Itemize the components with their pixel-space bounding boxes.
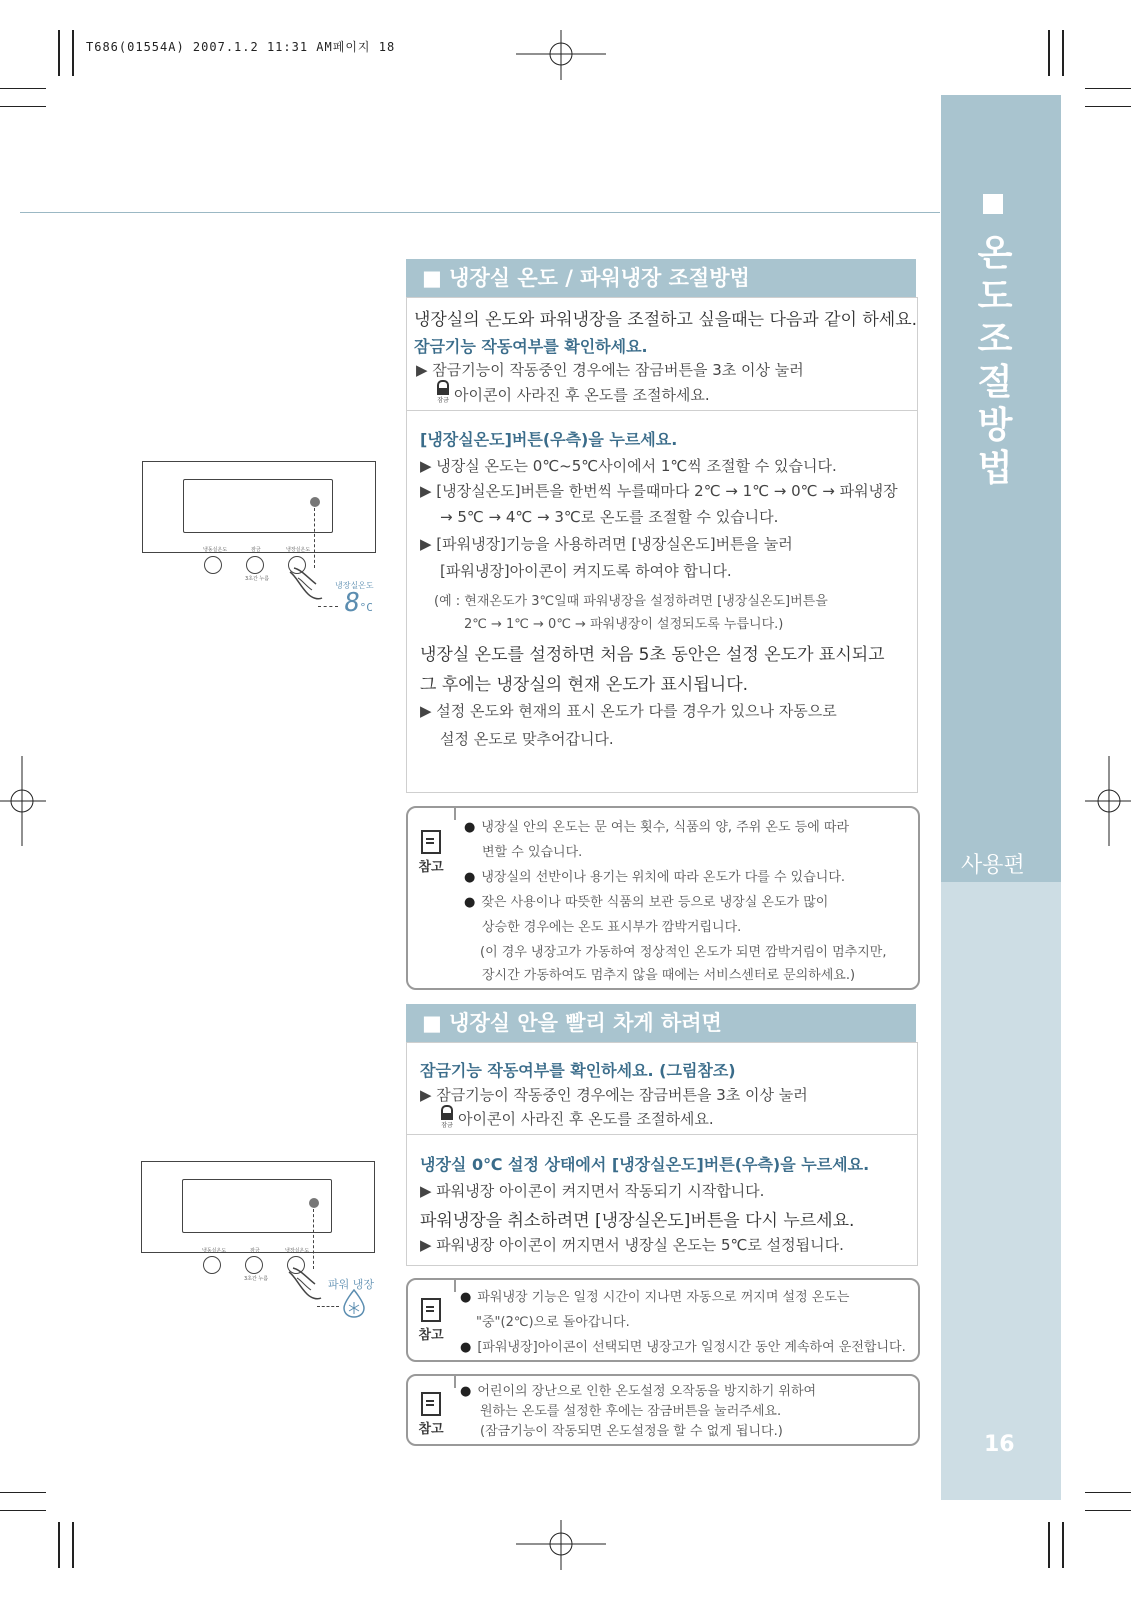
crop-mark	[72, 1522, 74, 1568]
indicator-dot	[310, 497, 320, 507]
section1-intro: 냉장실의 온도와 파워냉장을 조절하고 싶을때는 다음과 같이 하세요.	[414, 310, 918, 330]
note1-item1: ● 냉장실 안의 온도는 문 여는 횟수, 식품의 양, 주위 온도 등에 따라	[464, 820, 850, 835]
note3-item1-cont2: (잠금기능이 작동되면 온도설정을 할 수 없게 됩니다.)	[480, 1424, 783, 1439]
section2-step-line2: ▶ 파워냉장 아이콘이 꺼지면서 냉장실 온도는 5℃로 설정됩니다.	[420, 1236, 844, 1254]
section2-cancel-line: 파워냉장을 취소하려면 [냉장실온도]버튼을 다시 누르세요.	[420, 1211, 855, 1231]
section1-display-line2: 그 후에는 냉장실의 현재 온도가 표시됩니다.	[420, 675, 749, 695]
header-rule	[20, 212, 940, 213]
sidebar-square-icon	[983, 194, 1003, 214]
note1-item3-cont2: (이 경우 냉장고가 가동하여 정상적인 온도가 되면 깜박거림이 멈추지만,	[480, 945, 887, 960]
fig1-callout-label: 냉장실온도	[335, 581, 374, 590]
note2-icon: 참고	[418, 1298, 444, 1343]
section1-lock-line1: ▶ 잠금기능이 작동중인 경우에는 잠금버튼을 3초 이상 눌러	[416, 361, 804, 379]
note1-tab	[454, 806, 456, 820]
section2-step-heading: 냉장실 0℃ 설정 상태에서 [냉장실온도]버튼(우측)을 누르세요.	[420, 1155, 870, 1174]
section1	[406, 259, 916, 297]
section1-step-line3: → 5℃ → 4℃ → 3℃로 온도를 조절할 수 있습니다.	[440, 508, 779, 526]
note1-item3-cont3: 장시간 가동하여도 멈추지 않을 때에는 서비스센터로 문의하세요.)	[482, 968, 856, 983]
fig2-callout-label: 파워 냉장	[328, 1278, 375, 1291]
section2-heading: ■ 냉장실 안을 빨리 차게 하려면	[406, 1004, 916, 1042]
section1-lock-check: 잠금기능 작동여부를 확인하세요.	[414, 337, 648, 356]
note2-item1: ● 파워냉장 기능은 일정 시간이 지나면 자동으로 꺼지며 설정 온도는	[460, 1290, 850, 1305]
fig1-btn-label-3: 냉장실온도	[286, 547, 311, 553]
section1-step-line2: ▶ [냉장실온도]버튼을 한번씩 누를때마다 2℃ → 1℃ → 0℃ → 파워냉장	[420, 482, 898, 500]
section1-step-heading: [냉장실온도]버튼(우측)을 누르세요.	[420, 430, 678, 449]
callout-line	[313, 1209, 314, 1269]
fig2-btn-label-1: 냉동실온도	[202, 1248, 227, 1254]
note2-item2: ● [파워냉장]아이콘이 선택되면 냉장고가 일정시간 동안 계속하여 운전합니다.	[460, 1340, 906, 1355]
crop-mark	[1085, 1510, 1131, 1511]
crop-mark	[0, 106, 46, 107]
section2-step-line1: ▶ 파워냉장 아이콘이 켜지면서 작동되기 시작합니다.	[420, 1182, 765, 1200]
note-icon	[421, 1392, 441, 1416]
callout-dash	[317, 1306, 339, 1307]
crop-mark	[0, 1510, 46, 1511]
crop-mark	[1085, 1492, 1131, 1493]
sidebar-usage-label: 사용편	[961, 853, 1025, 878]
print-header: T686(01554A) 2007.1.2 11:31 AM페이지 18	[86, 40, 396, 54]
section1-example-line2: 2℃ → 1℃ → 0℃ → 파워냉장이 설정되도록 누릅니다.)	[464, 617, 784, 632]
note1-item2: ● 냉장실의 선반이나 용기는 위치에 따라 온도가 다를 수 있습니다.	[464, 870, 846, 885]
crop-mark	[0, 88, 46, 89]
lock-icon: 잠금	[436, 380, 450, 404]
section1-divider	[406, 410, 918, 411]
section1-display-line3: ▶ 설정 온도와 현재의 표시 온도가 다를 경우가 있으나 자동으로	[420, 702, 837, 720]
lock-button[interactable]	[246, 556, 264, 574]
fig1-sub-label: 3초간 누름	[245, 576, 270, 582]
crop-mark	[0, 1492, 46, 1493]
registration-mark-bottom	[516, 1520, 606, 1570]
freezer-temp-button[interactable]	[204, 556, 222, 574]
crop-mark	[1048, 1522, 1050, 1568]
registration-mark-right	[1085, 756, 1131, 846]
fig1-btn-label-2: 잠금	[251, 547, 261, 553]
note-icon	[421, 830, 441, 854]
note1-item3-cont: 상승한 경우에는 온도 표시부가 깜박거립니다.	[482, 920, 742, 935]
note1-item3: ● 잦은 사용이나 따뜻한 식품의 보관 등으로 냉장실 온도가 많이	[464, 895, 829, 910]
lock-button[interactable]	[245, 1256, 263, 1274]
callout-line	[314, 508, 315, 568]
page-number: 16	[984, 1432, 1015, 1457]
section1-heading: ■ 냉장실 온도 / 파워냉장 조절방법	[406, 259, 916, 297]
section2-lock-line2: 아이콘이 사라진 후 온도를 조절하세요.	[458, 1110, 714, 1128]
snowflake-drop-icon	[342, 1288, 366, 1318]
note1-icon: 참고	[418, 830, 444, 875]
fig1-display-readout: 8°C	[341, 588, 373, 618]
note3-icon: 참고	[418, 1392, 444, 1437]
section1-example-line1: (예 : 현재온도가 3℃일때 파워냉장을 설정하려면 [냉장실온도]버튼을	[434, 594, 828, 609]
note2-tab	[454, 1278, 456, 1292]
section1-step-line5: [파워냉장]아이콘이 켜지도록 하여야 합니다.	[440, 562, 732, 580]
note3-item1: ● 어린이의 장난으로 인한 온도설정 오작동을 방지하기 위하여	[460, 1384, 817, 1399]
hand-press-icon	[285, 1264, 325, 1304]
crop-mark	[72, 30, 74, 76]
crop-mark	[1085, 106, 1131, 107]
crop-mark	[1062, 30, 1064, 76]
section1-display-line1: 냉장실 온도를 설정하면 처음 5초 동안은 설정 온도가 표시되고	[420, 645, 885, 665]
note-icon	[421, 1298, 441, 1322]
crop-mark	[58, 30, 60, 76]
registration-mark-top	[516, 30, 606, 80]
fridge-display-1	[183, 479, 333, 533]
section2-lock-check: 잠금기능 작동여부를 확인하세요. (그림참조)	[420, 1061, 736, 1080]
crop-mark	[58, 1522, 60, 1568]
section1-step-line1: ▶ 냉장실 온도는 0℃~5℃사이에서 1℃씩 조절할 수 있습니다.	[420, 457, 837, 475]
freezer-temp-button[interactable]	[203, 1256, 221, 1274]
section1-display-line4: 설정 온도로 맞추어갑니다.	[440, 730, 614, 748]
section2-divider	[406, 1134, 918, 1135]
lock-icon: 잠금	[440, 1105, 454, 1129]
section2	[406, 1004, 916, 1042]
section1-lock-line2: 아이콘이 사라진 후 온도를 조절하세요.	[454, 386, 710, 404]
section2-lock-line1: ▶ 잠금기능이 작동중인 경우에는 잠금버튼을 3초 이상 눌러	[420, 1086, 808, 1104]
sidebar-title: 온도 조절방법	[977, 233, 1013, 489]
fig2-btn-label-3: 냉장실온도	[285, 1248, 310, 1254]
note3-item1-cont: 원하는 온도를 설정한 후에는 잠금버튼을 눌러주세요.	[480, 1404, 782, 1419]
crop-mark	[1048, 30, 1050, 76]
fig1-btn-label-1: 냉동실온도	[203, 547, 228, 553]
note3-tab	[454, 1374, 456, 1388]
fig2-btn-label-2: 잠금	[250, 1248, 260, 1254]
indicator-dot	[309, 1198, 319, 1208]
hand-press-icon	[286, 564, 326, 604]
note2-item1-cont: "중"(2℃)으로 돌아갑니다.	[476, 1315, 630, 1330]
note1-item1-cont: 변할 수 있습니다.	[482, 845, 583, 860]
sidebar-lower	[941, 882, 1061, 1500]
fig2-sub-label: 3초간 누름	[244, 1276, 269, 1282]
crop-mark	[1085, 88, 1131, 89]
callout-dash	[318, 606, 338, 607]
registration-mark-left	[0, 756, 46, 846]
crop-mark	[1062, 1522, 1064, 1568]
section1-step-line4: ▶ [파워냉장]기능을 사용하려면 [냉장실온도]버튼을 눌러	[420, 535, 793, 553]
